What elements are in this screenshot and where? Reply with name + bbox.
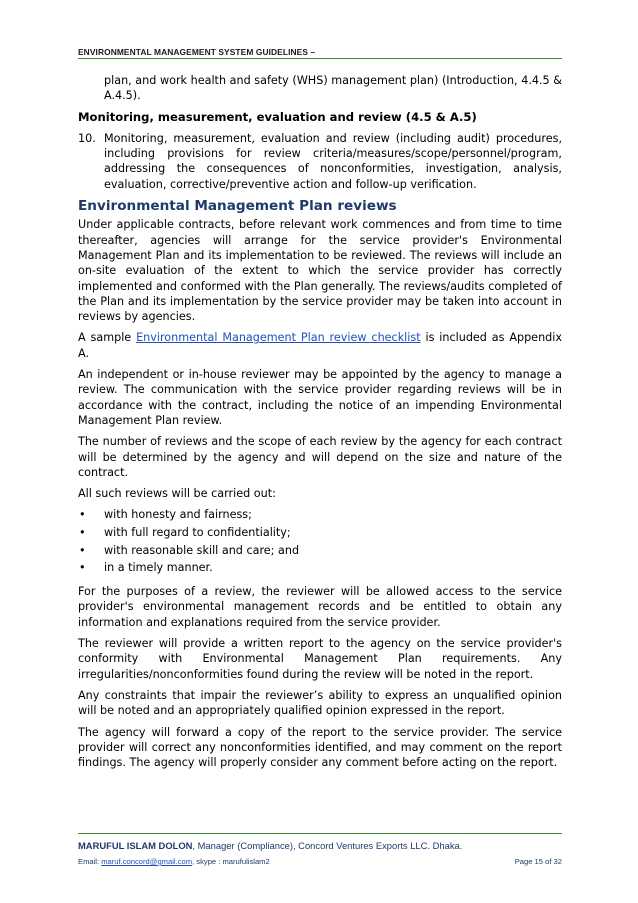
footer-author-line — [78, 840, 562, 851]
author-name: MARUFUL ISLAM DOLON — [78, 840, 193, 851]
email-link[interactable]: maruf.concord@gmail.com — [101, 857, 193, 866]
bullet-list — [78, 507, 562, 578]
subheading-monitoring: Monitoring, measurement, evaluation and review (4.5 & A.5) — [78, 109, 477, 124]
page-number: Page 15 of 32 — [514, 857, 562, 866]
checklist-link[interactable]: Environmental Management Plan review checklist — [136, 331, 421, 345]
skype-text: , skype : marufulislam2 — [192, 857, 270, 866]
numbered-item-10 — [78, 131, 562, 192]
paragraph-1: Under applicable contracts, before relevant work commences and from time to time thereafter, agencies will arrange for the service provider's Environmental Management Plan and its implementation to be reviewed. The reviews will include an on-site evaluation of the extent to which the service provider has correctly implemented and conformed with the Plan generally. The reviews/audits completed of the Plan and its implementation by the service provider may be taken into account in reviews by agencies. — [78, 218, 562, 324]
bullet-icon: • — [79, 561, 86, 575]
bullet-icon: • — [79, 543, 86, 557]
bullet-icon: • — [79, 508, 86, 522]
continued-paragraph: plan, and work health and safety (WHS) management plan) (Introduction, 4.4.5 & A.4.5). — [104, 74, 562, 103]
paragraph-5: All such reviews will be carried out: — [78, 487, 276, 501]
list-item — [78, 507, 562, 525]
paragraph-2-prefix: A sample — [78, 331, 137, 345]
paragraph-2-suffix: is included as Appendix A. — [78, 331, 562, 360]
list-item — [78, 560, 562, 578]
email-label: Email: — [78, 857, 102, 866]
bullet-icon: • — [79, 526, 86, 540]
section-heading: Environmental Management Plan reviews — [78, 198, 397, 215]
page-content — [78, 73, 562, 776]
list-item — [78, 525, 562, 543]
list-item-text: with full regard to confidentiality; — [104, 526, 291, 540]
list-item — [78, 543, 562, 561]
list-item-text: with reasonable skill and care; and — [104, 543, 300, 557]
header-rule — [78, 58, 562, 59]
item-text: Monitoring, measurement, evaluation and review (including audit) procedures, including provisions for review criteria/measures/scope/personnel/program, addressing the consequences of nonconformities, investigation, analysis, evaluation, corrective/preventive action and follow-up verification. — [104, 131, 562, 191]
running-header: ENVIRONMENTAL MANAGEMENT SYSTEM GUIDELINES – — [78, 47, 316, 57]
list-item-text: in a timely manner. — [104, 561, 213, 575]
paragraph-3: An independent or in-house reviewer may be appointed by the agency to manage a review. The communication with the service provider regarding reviews will be in accordance with the contract, including the notice of an impending Environmental Management Plan review. — [78, 368, 562, 427]
author-role: , Manager (Compliance), Concord Ventures Exports LLC. Dhaka. — [192, 840, 463, 851]
paragraph-4: The number of reviews and the scope of each review by the agency for each contract will be determined by the agency and will depend on the size and nature of the contract. — [78, 435, 562, 479]
paragraph-8: Any constraints that impair the reviewer’s ability to express an unqualified opinion will be noted and an appropriately qualified opinion expressed in the report. — [78, 688, 562, 718]
footer-contact-line — [78, 857, 562, 866]
footer-rule — [78, 833, 562, 834]
paragraph-9: The agency will forward a copy of the report to the service provider. The service provider will correct any nonconformities identified, and may comment on the report findings. The agency will properly consider any comment before acting on the report. — [78, 725, 562, 770]
item-number: 10. — [78, 131, 96, 145]
paragraph-2 — [78, 330, 562, 361]
paragraph-6: For the purposes of a review, the reviewer will be allowed access to the service provider's environmental management records and be entitled to obtain any information and explanations required from the service provider. — [78, 585, 562, 629]
paragraph-7: The reviewer will provide a written report to the agency on the service provider's conformity with Environmental Management Plan requirements. Any irregularities/nonconformities found during the review will be noted in the report. — [78, 637, 562, 681]
list-item-text: with honesty and fairness; — [104, 508, 252, 522]
